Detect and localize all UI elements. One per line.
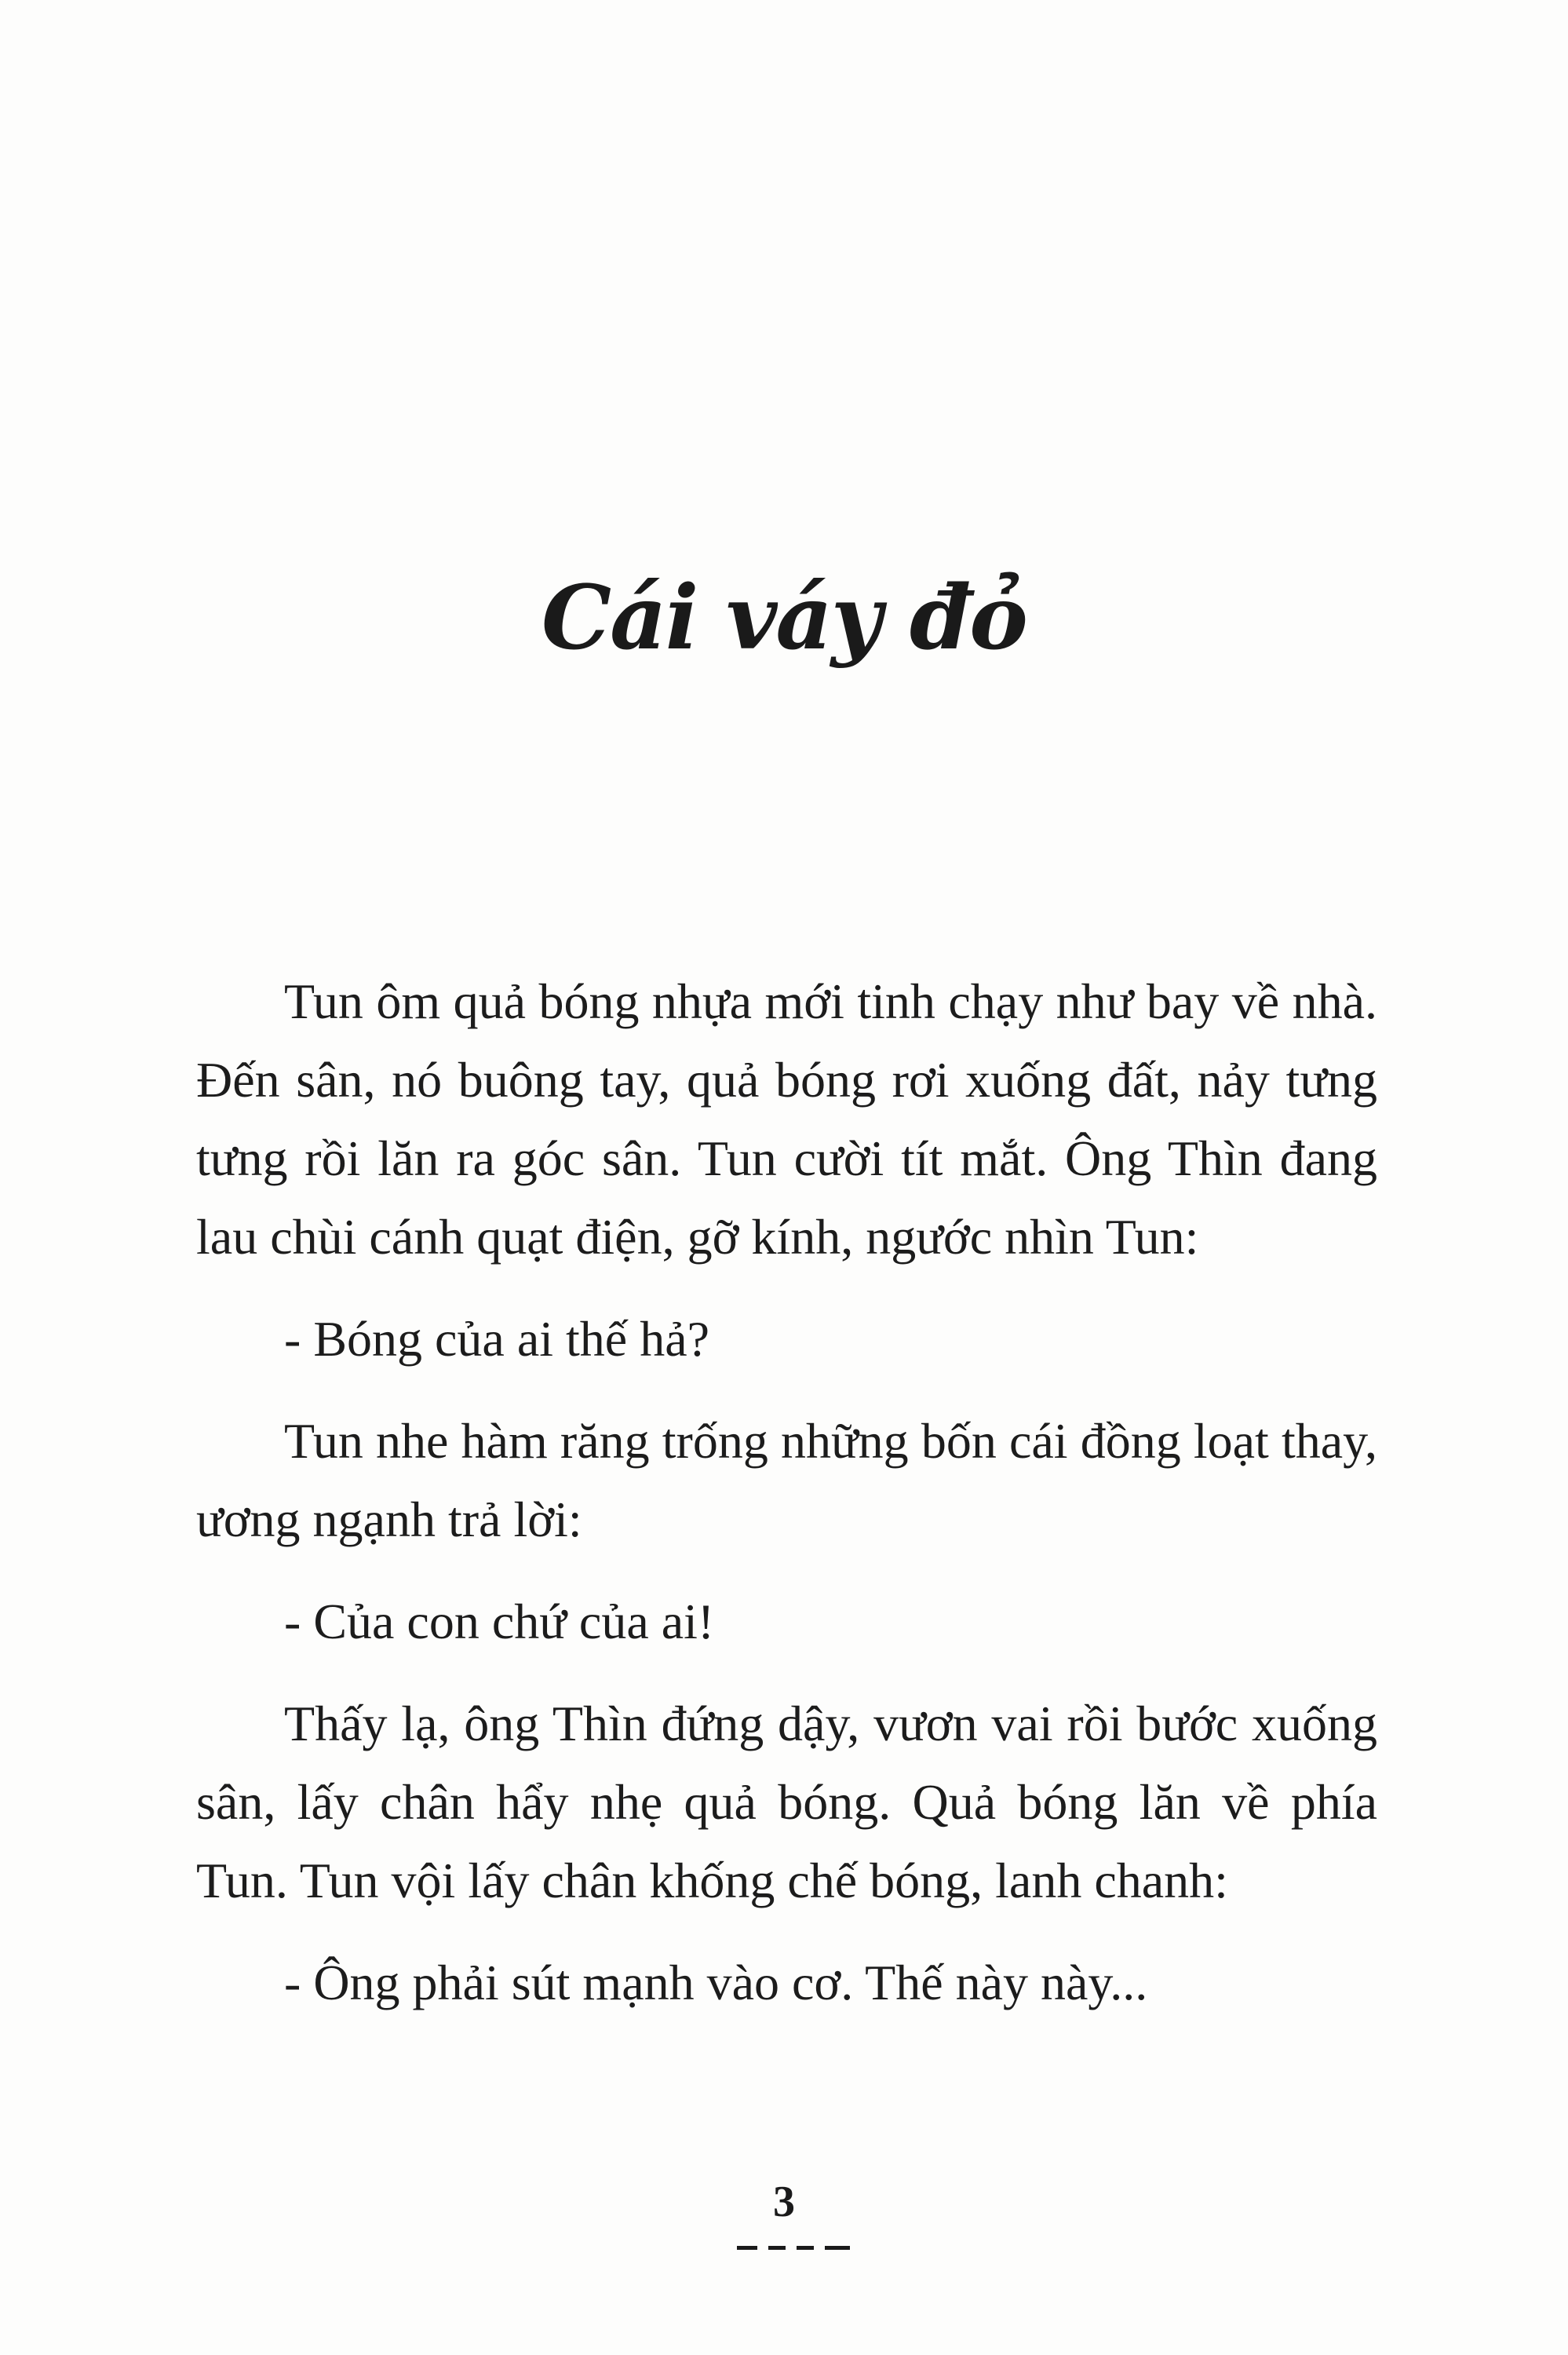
paragraph: Tun nhe hàm răng trống những bốn cái đồng loạt thay, ương ngạnh trả lời: xyxy=(196,1413,1377,1547)
paragraph: Tun ôm quả bóng nhựa mới tinh chạy như bay về nhà. Đến sân, nó buông tay, quả bóng rơi xuống đất, nảy tưng tưng rồi lăn ra góc sân. Tun cười tít mắt. Ông Thìn đang lau chùi cánh quạt điện, gỡ kính, ngước nhìn Tun: xyxy=(196,973,1377,1265)
chapter-title: Cái váy đỏ xyxy=(542,567,1026,670)
page-number-ornament xyxy=(737,2242,851,2253)
story-text xyxy=(196,962,1377,2046)
paragraph: - Của con chứ của ai! xyxy=(284,1594,715,1649)
paragraph: Thấy lạ, ông Thìn đứng dậy, vươn vai rồi bước xuống sân, lấy chân hẩy nhẹ quả bóng. Quả bóng lăn về phía Tun. Tun vội lấy chân khống chế bóng, lanh chanh: xyxy=(196,1696,1377,1908)
paragraph: - Bóng của ai thế hả? xyxy=(284,1311,709,1367)
paragraph: - Ông phải sút mạnh vào cơ. Thế này này... xyxy=(284,1955,1148,2010)
page-number: 3 xyxy=(773,2178,795,2226)
